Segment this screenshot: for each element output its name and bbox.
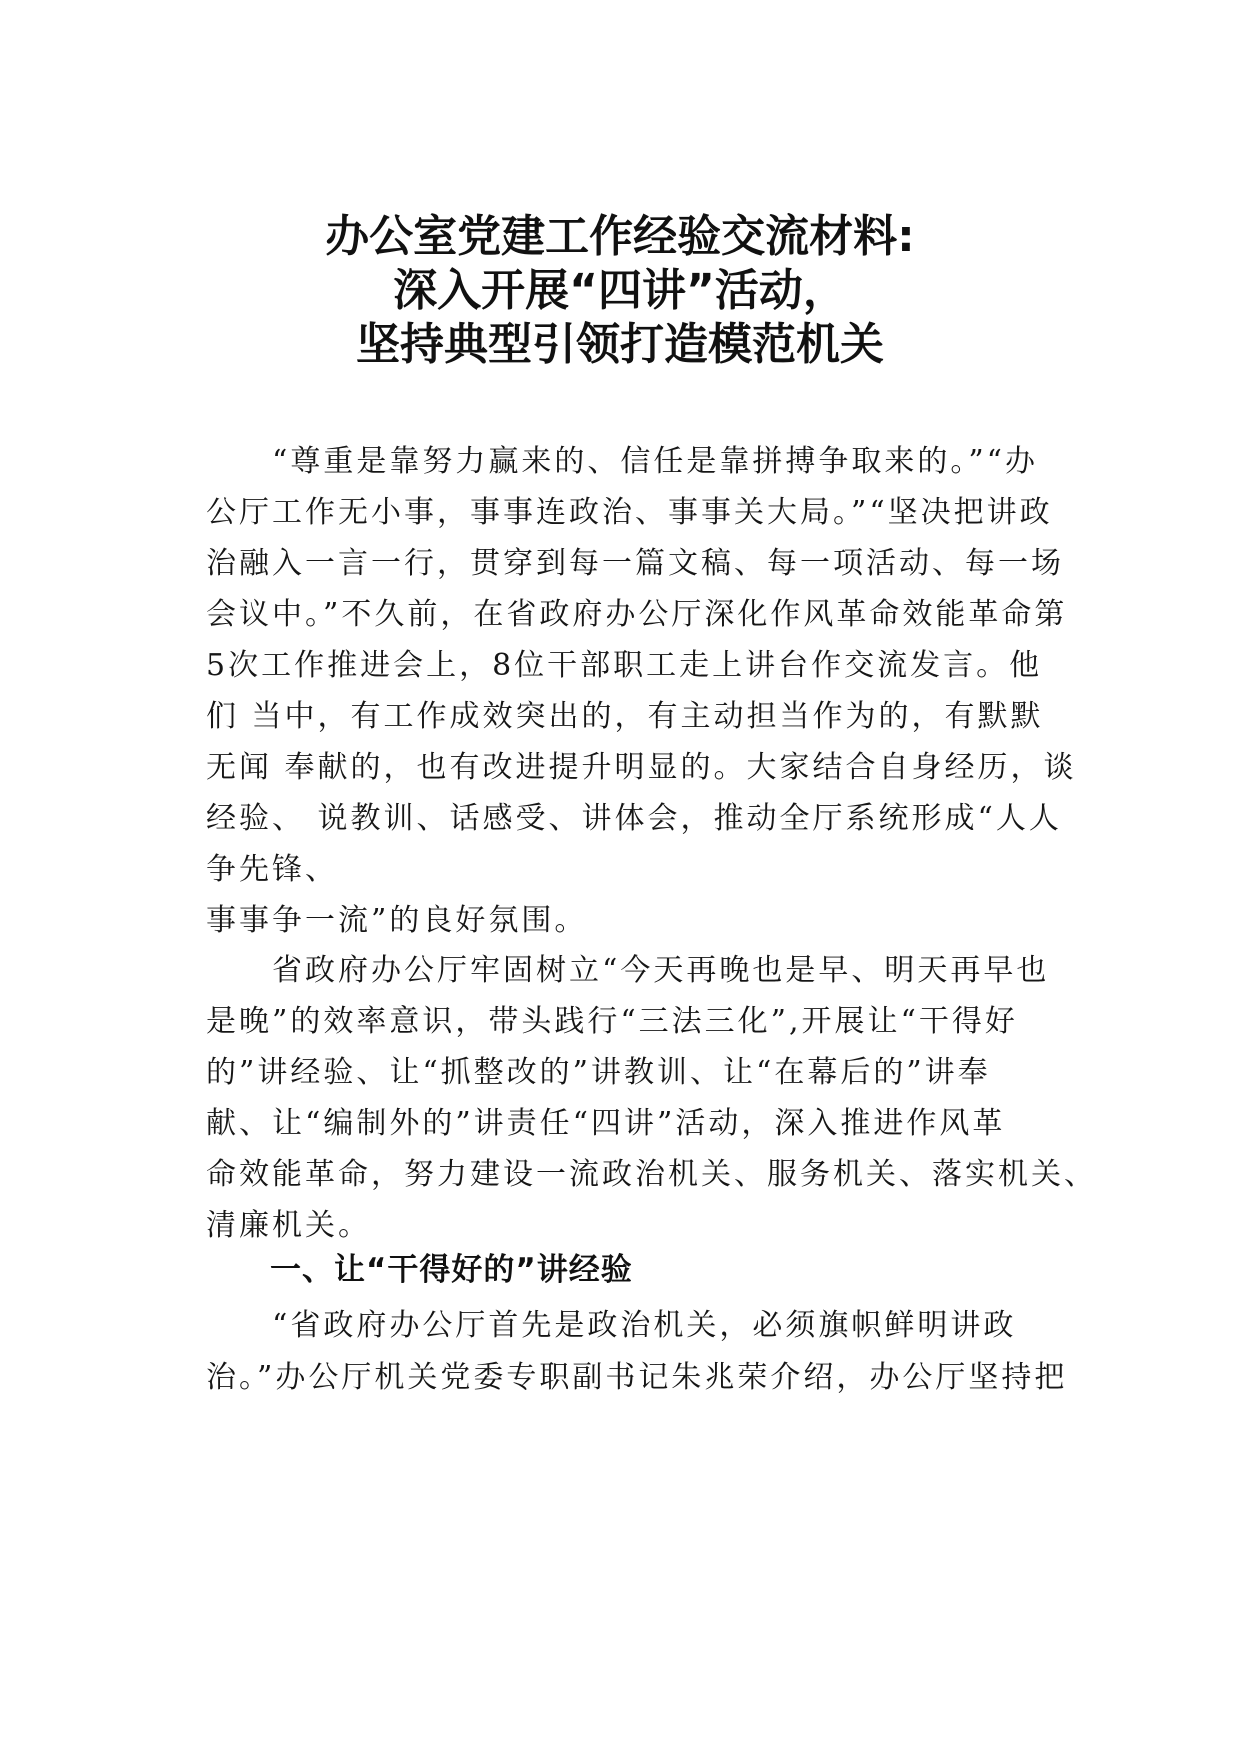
paragraph-line: 清廉机关。 <box>206 1208 371 1243</box>
document-title <box>0 210 1240 372</box>
paragraph-line: 公厅工作无小事，事事连政治、事事关大局。”“坚决把讲政 <box>206 495 1053 530</box>
paragraph-line: 无闻 奉献的，也有改进提升明显的。大家结合自身经历，谈 <box>206 750 1077 785</box>
paragraph-line: 治融入一言一行，贯穿到每一篇文稿、每一项活动、每一场 <box>206 546 1064 581</box>
paragraph-line: 们 当中，有工作成效突出的，有主动担当作为的，有默默 <box>206 699 1044 734</box>
paragraph-line: “省政府办公厅首先是政治机关，必须旗帜鲜明讲政 <box>206 1308 1017 1343</box>
paragraph-line: 5次工作推进会上，8位干部职工走上讲台作交流发言。他 <box>206 648 1043 683</box>
paragraph-line: 的”讲经验、让“抓整改的”讲教训、让“在幕后的”讲奉 <box>206 1055 991 1090</box>
paragraph-line: 事事争一流”的良好氛围。 <box>206 903 588 938</box>
paragraph-line: 献、让“编制外的”讲责任“四讲”活动，深入推进作风革 <box>206 1106 1006 1141</box>
title-line-3: 坚持典型引领打造模范机关 <box>356 319 884 370</box>
paragraph-line: 治。”办公厅机关党委专职副书记朱兆荣介绍，办公厅坚持把 <box>206 1360 1068 1395</box>
section-heading-1: 一、让“干得好的”讲经验 <box>270 1252 633 1288</box>
paragraph-line: “尊重是靠努力赢来的、信任是靠拼搏争取来的。”“办 <box>206 444 1039 479</box>
title-line-2: 深入开展“四讲”活动， <box>393 265 847 316</box>
paragraph-line: 经验、 说教训、话感受、讲体会，推动全厅系统形成“人人 <box>206 801 1062 836</box>
paragraph-2 <box>206 945 1097 1251</box>
paragraph-1 <box>206 436 1076 946</box>
paragraph-line: 争先锋、 <box>206 852 338 887</box>
paragraph-line: 命效能革命，努力建设一流政治机关、服务机关、落实机关、 <box>206 1157 1097 1192</box>
title-line-1: 办公室党建工作经验交流材料: <box>325 211 915 262</box>
paragraph-line: 是晚”的效率意识，带头践行“三法三化”,开展让“干得好 <box>206 1004 1018 1039</box>
paragraph-line: 会议中。”不久前，在省政府办公厅深化作风革命效能革命第 <box>206 597 1068 632</box>
paragraph-line: 省政府办公厅牢固树立“今天再晚也是早、明天再早也 <box>206 953 1050 988</box>
paragraph-3 <box>206 1300 1076 1404</box>
